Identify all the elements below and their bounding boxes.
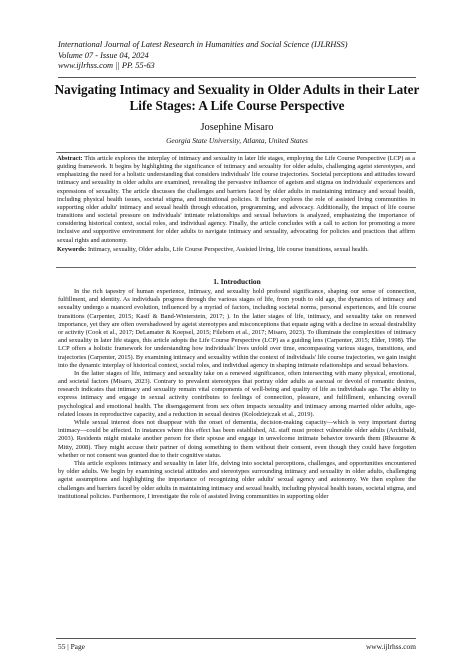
page-number: 55 | Page bbox=[58, 642, 85, 651]
footer-divider bbox=[56, 638, 416, 639]
journal-pages: www.ijlrhss.com || PP. 55-63 bbox=[58, 61, 155, 71]
abstract-label: Abstract: bbox=[57, 155, 83, 162]
section-heading-introduction: 1. Introduction bbox=[213, 277, 261, 286]
keywords bbox=[57, 246, 415, 254]
abstract-box bbox=[56, 152, 416, 268]
body-paragraph: In the rich tapestry of human experience, intimacy, and sexuality hold profound significance, shaping our sense of connection, fulfillment, and identity. As individuals progress through the various stages of life, from youth to old age, the dynamics of intimacy and sexuality undergo a nuanced evolution, influenced by a myriad of factors, including societal norms, personal experiences, and life course transitions (Carpenter, 2015; Kasif & Band-Winterstein, 2017; ). In the latter stages of life, intimacy, and sexuality take on renewed importance, yet they are often overshadowed by ageist stereotypes and misconceptions that equate aging with a decline in sexual desirability or activity (Cook et al., 2017; DeLamater & Koepsel, 2015; Fileborn et al., 2017; Misaro, 2023). To illuminate the complexities of intimacy and sexuality in later life stages, this article adopts the Life Course Perspective (LCP) as a guiding lens (Carpenter, 2015; Elder, 1998). The LCP offers a holistic framework for understanding how individuals' lives unfold over time, encompassing various stages, transitions, and trajectories (Carpenter, 2015). By examining intimacy and sexuality within the context of individuals' life course trajectories, we gain insight into the dynamic interplay of historical context, social roles, and individual agency in shaping intimate relationships and sexual behaviors. bbox=[58, 288, 416, 369]
paper-author: Josephine Misaro bbox=[200, 122, 274, 133]
keywords-label: Keywords: bbox=[57, 245, 87, 253]
paper-title: Navigating Intimacy and Sexuality in Older Adults in their Later Life Stages: A Life Course Perspective bbox=[54, 82, 420, 113]
body-paragraph: In the latter stages of life, intimacy and sexuality take on a renewed significance, often intersecting with many physical, emotional, and societal factors (Misaro, 2023). Contrary to prevalent stereotypes that portray older adults as asexual or devoid of romantic desires, research indicates that intimacy and sexuality remain vital components of well-being and quality of life as individuals age. The ability to express intimacy and engage in sexual activity contributes to feelings of connection, pleasure, and fulfillment, enhancing overall psychological and emotional health. The disengagement from sex often impacts sexuality and intimacy among married older adults, age-related losses in reproductive capacity, and a reduction in sexual desires (Kolodziejczak et al., 2019). bbox=[58, 369, 416, 418]
keywords-text: Intimacy, sexuality, Older adults, Life Course Perspective, Assisted living, life course transitions, sexual health. bbox=[86, 245, 369, 253]
introduction-body bbox=[58, 288, 416, 501]
journal-header bbox=[58, 40, 418, 72]
abstract bbox=[57, 155, 415, 245]
author-affiliation: Georgia State University, Atlanta, United States bbox=[166, 136, 308, 145]
body-paragraph: While sexual interest does not disappear with the onset of dementia, decision-making capacity—which is very important during intimacy—could be affected. In instances where this effect has been established, AL staff must protect vulnerable older adults (Archibald, 2003). Residents might mistake another person for their spouse and engage in unwelcome intimate behavior towards them (Rheaume & Mitty, 2008). They might accuse their partner of doing something to them without their consent, even though they could have forgotten whether or not consent was granted due to their cognitive status. bbox=[58, 419, 416, 459]
body-paragraph: This article explores intimacy and sexuality in later life, delving into societal perceptions, challenges, and opportunities encountered by older adults. We begin by examining societal attitudes and stereotypes surrounding intimacy and sexuality in older adults, challenging ageist assumptions and highlighting the importance of recognizing older adults' sexual agency and autonomy. We then explore the challenges and barriers faced by older adults in maintaining intimacy and sexual health, including physical health issues, societal stigma, and institutional policies. Furthermore, I investigate the role of assisted living communities in supporting older bbox=[58, 459, 416, 500]
journal-name: International Journal of Latest Research in Humanities and Social Science (IJLRHSS) bbox=[58, 40, 348, 49]
journal-website: www.ijlrhss.com bbox=[365, 642, 416, 651]
abstract-text: This article explores the interplay of intimacy and sexuality in later life stages, employing the Life Course Perspective (LCP) as a guiding framework. It begins by highlighting the significance of intimacy and sexuality for older adults, challenging ageist stereotypes, and emphasizing the need for a holistic understanding that considers individuals' life course trajectories. Societal perceptions and attitudes toward intimacy and sexuality in older adults are examined, revealing the pervasive influence of ageism and stigma on individuals' experiences and expressions of sexuality. The article discusses the challenges and barriers faced by older adults in maintaining intimacy and sexual health, including physical health issues, societal stigma, and institutional policies. It further explores the role of assisted living communities in supporting older adults' intimacy and sexual health through education, programming, and advocacy. Additionally, the impact of life course transitions and societal pressure on individuals' intimate relationships and sexual behaviors is analyzed, emphasizing the importance of considering historical context, social roles, and individual agency. Finally, the article concludes with a call to action for promoting a more inclusive and supportive environment for older adults to navigate intimacy and sexuality, advocating for policies and practices that affirm sexual rights and autonomy. bbox=[57, 155, 415, 244]
header-divider bbox=[58, 77, 416, 78]
journal-issue: Volume 07 - Issue 04, 2024 bbox=[58, 50, 149, 60]
